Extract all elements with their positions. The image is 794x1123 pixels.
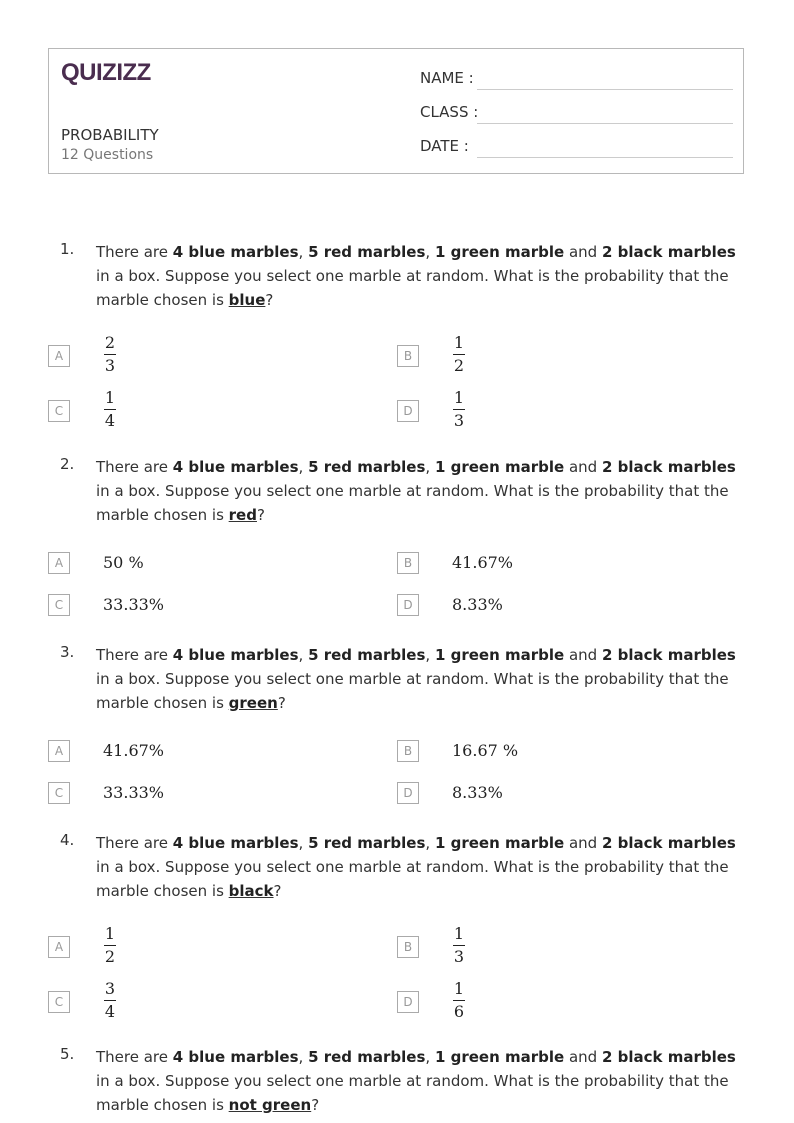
stem-text: ? <box>256 506 265 524</box>
fraction-bar <box>104 354 116 355</box>
fraction-bar <box>453 1000 465 1001</box>
fraction-bar <box>453 409 465 410</box>
stem-red: 5 red marbles <box>308 646 426 664</box>
denominator: 3 <box>453 411 465 430</box>
question-count: 12 Questions <box>61 147 154 163</box>
stem-text: , <box>298 834 309 852</box>
stem-text: and <box>564 646 602 664</box>
option-letter: A <box>48 936 70 958</box>
stem-green: 1 green marble <box>434 834 565 852</box>
fraction-bar <box>104 945 116 946</box>
denominator: 2 <box>104 947 116 966</box>
option-value: 41.67% <box>103 741 165 760</box>
fraction-value <box>452 925 466 966</box>
stem-green: 1 green marble <box>434 243 565 261</box>
stem-text: There are <box>96 458 173 476</box>
option-value: 33.33% <box>103 595 165 614</box>
option-letter: B <box>397 936 419 958</box>
target-color: green <box>228 694 278 712</box>
stem-text: and <box>564 834 602 852</box>
stem-text: in a box. Suppose you select one marble at random. What is the probability that the marble chosen is <box>96 482 729 524</box>
fraction-value <box>452 389 466 430</box>
stem-blue: 4 blue marbles <box>172 1048 299 1066</box>
numerator: 1 <box>453 388 465 407</box>
option-letter: D <box>397 400 419 422</box>
stem-text: in a box. Suppose you select one marble at random. What is the probability that the marble chosen is <box>96 1072 729 1114</box>
answer-option-d[interactable] <box>397 389 737 433</box>
option-letter: B <box>397 345 419 367</box>
answer-option-a[interactable] <box>48 541 388 585</box>
denominator: 2 <box>453 356 465 375</box>
stem-text: , <box>425 834 435 852</box>
worksheet-title: PROBABILITY <box>61 126 159 144</box>
answer-option-c[interactable] <box>48 583 388 627</box>
fraction-bar <box>104 1000 116 1001</box>
fraction-bar <box>104 409 116 410</box>
stem-blue: 4 blue marbles <box>172 458 299 476</box>
name-line <box>477 89 733 90</box>
answer-option-d[interactable] <box>397 771 737 815</box>
question-text <box>96 455 746 527</box>
stem-green: 1 green marble <box>434 458 565 476</box>
stem-green: 1 green marble <box>434 1048 565 1066</box>
stem-text: There are <box>96 646 173 664</box>
answer-option-d[interactable] <box>397 583 737 627</box>
stem-red: 5 red marbles <box>308 1048 426 1066</box>
date-label: DATE : <box>420 137 469 155</box>
answer-option-a[interactable] <box>48 334 388 378</box>
stem-text: and <box>564 243 602 261</box>
option-letter: A <box>48 345 70 367</box>
option-letter: C <box>48 782 70 804</box>
numerator: 1 <box>453 924 465 943</box>
stem-black: 2 black marbles <box>601 646 736 664</box>
question-number: 1. <box>60 240 75 258</box>
answer-option-b[interactable] <box>397 334 737 378</box>
answer-option-a[interactable] <box>48 925 388 969</box>
answer-option-c[interactable] <box>48 771 388 815</box>
option-value: 16.67 % <box>452 741 519 760</box>
option-value: 50 % <box>103 553 144 572</box>
option-letter: A <box>48 740 70 762</box>
target-color: blue <box>228 291 266 309</box>
stem-text: and <box>564 458 602 476</box>
option-letter: D <box>397 594 419 616</box>
answer-option-b[interactable] <box>397 729 737 773</box>
fraction-bar <box>453 354 465 355</box>
stem-black: 2 black marbles <box>601 1048 736 1066</box>
stem-text: , <box>298 1048 309 1066</box>
stem-red: 5 red marbles <box>308 243 426 261</box>
stem-text: , <box>298 458 309 476</box>
fraction-value <box>452 980 466 1021</box>
target-color: black <box>228 882 274 900</box>
question-number: 3. <box>60 643 75 661</box>
stem-blue: 4 blue marbles <box>172 646 299 664</box>
denominator: 4 <box>104 411 116 430</box>
option-letter: A <box>48 552 70 574</box>
numerator: 3 <box>104 979 116 998</box>
option-value: 8.33% <box>452 595 503 614</box>
option-letter: B <box>397 552 419 574</box>
stem-text: There are <box>96 834 173 852</box>
option-letter: D <box>397 991 419 1013</box>
class-line <box>477 123 733 124</box>
question-number: 4. <box>60 831 75 849</box>
answer-option-b[interactable] <box>397 925 737 969</box>
fraction-value <box>103 389 117 430</box>
denominator: 6 <box>453 1002 465 1021</box>
fraction-value <box>103 925 117 966</box>
stem-black: 2 black marbles <box>601 458 736 476</box>
question-text <box>96 1045 746 1117</box>
numerator: 1 <box>104 924 116 943</box>
stem-text: , <box>425 458 435 476</box>
stem-text: There are <box>96 243 173 261</box>
stem-text: , <box>298 646 309 664</box>
question-number: 5. <box>60 1045 75 1063</box>
stem-green: 1 green marble <box>434 646 565 664</box>
stem-text: There are <box>96 1048 173 1066</box>
stem-text: and <box>564 1048 602 1066</box>
stem-text: , <box>425 1048 435 1066</box>
fraction-value <box>452 334 466 375</box>
stem-black: 2 black marbles <box>601 834 736 852</box>
worksheet-header <box>48 48 744 174</box>
stem-text: ? <box>265 291 274 309</box>
stem-text: ? <box>273 882 282 900</box>
stem-text: ? <box>277 694 286 712</box>
question-number: 2. <box>60 455 75 473</box>
option-value: 33.33% <box>103 783 165 802</box>
numerator: 1 <box>104 388 116 407</box>
question-text <box>96 643 746 715</box>
stem-text: in a box. Suppose you select one marble at random. What is the probability that the marble chosen is <box>96 267 729 309</box>
answer-option-d[interactable] <box>397 980 737 1024</box>
numerator: 1 <box>453 979 465 998</box>
option-letter: C <box>48 991 70 1013</box>
date-line <box>477 157 733 158</box>
answer-option-c[interactable] <box>48 980 388 1024</box>
fraction-value <box>103 334 117 375</box>
option-letter: C <box>48 594 70 616</box>
question-text <box>96 831 746 903</box>
option-letter: B <box>397 740 419 762</box>
target-color: not green <box>228 1096 312 1114</box>
denominator: 3 <box>104 356 116 375</box>
stem-text: , <box>425 646 435 664</box>
stem-blue: 4 blue marbles <box>172 243 299 261</box>
numerator: 1 <box>453 333 465 352</box>
answer-option-c[interactable] <box>48 389 388 433</box>
option-value: 41.67% <box>452 553 514 572</box>
stem-text: ? <box>311 1096 320 1114</box>
stem-text: in a box. Suppose you select one marble at random. What is the probability that the marble chosen is <box>96 858 729 900</box>
stem-blue: 4 blue marbles <box>172 834 299 852</box>
denominator: 3 <box>453 947 465 966</box>
stem-black: 2 black marbles <box>601 243 736 261</box>
stem-text: , <box>425 243 435 261</box>
option-letter: C <box>48 400 70 422</box>
fraction-bar <box>453 945 465 946</box>
stem-text: in a box. Suppose you select one marble at random. What is the probability that the marble chosen is <box>96 670 729 712</box>
class-label: CLASS : <box>420 103 479 121</box>
answer-option-b[interactable] <box>397 541 737 585</box>
target-color: red <box>228 506 257 524</box>
name-label: NAME : <box>420 69 474 87</box>
numerator: 2 <box>104 333 116 352</box>
stem-text: , <box>298 243 309 261</box>
option-value: 8.33% <box>452 783 503 802</box>
fraction-value <box>103 980 117 1021</box>
option-letter: D <box>397 782 419 804</box>
quizizz-logo: QUIZIZZ <box>61 59 151 86</box>
denominator: 4 <box>104 1002 116 1021</box>
stem-red: 5 red marbles <box>308 458 426 476</box>
stem-red: 5 red marbles <box>308 834 426 852</box>
answer-option-a[interactable] <box>48 729 388 773</box>
question-text <box>96 240 746 312</box>
